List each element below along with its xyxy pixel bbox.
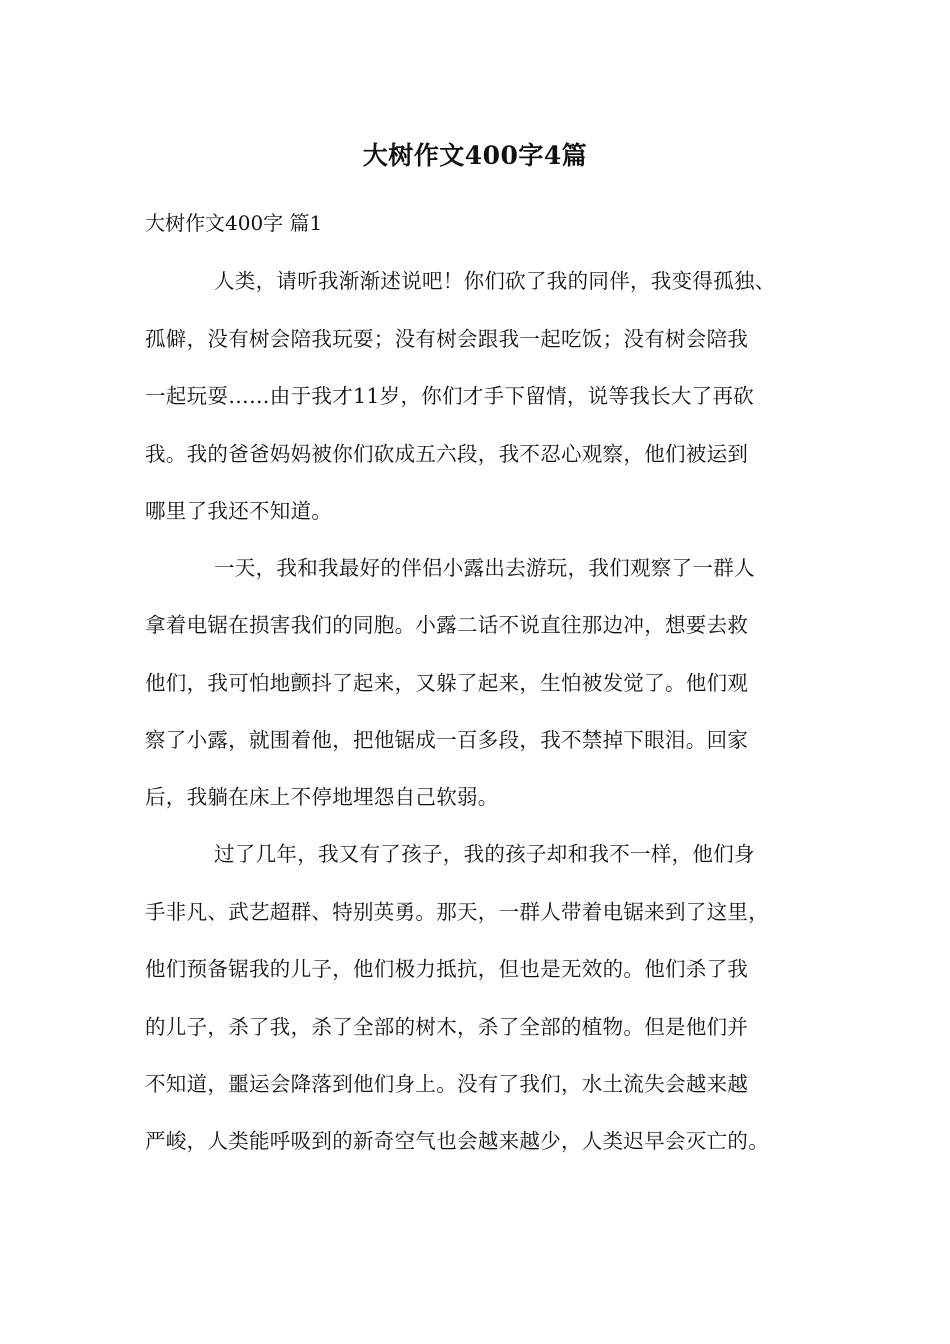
paragraph-line: 人类，请听我渐渐述说吧！你们砍了我的同伴，我变得孤独、: [214, 269, 776, 293]
paragraph-line: 的儿子，杀了我，杀了全部的树木，杀了全部的植物。但是他们并: [145, 1015, 749, 1039]
paragraph-line: 察了小露，就围着他，把他锯成一百多段，我不禁掉下眼泪。回家: [145, 728, 749, 752]
paragraph-line: 他们预备锯我的儿子，他们极力抵抗，但也是无效的。他们杀了我: [145, 957, 749, 981]
paragraph-line: 后，我躺在床上不停地埋怨自己软弱。: [145, 785, 499, 809]
paragraph-line: 拿着电锯在损害我们的同胞。小露二话不说直往那边冲，想要去救: [145, 613, 749, 637]
paragraph-line: 不知道，噩运会降落到他们身上。没有了我们，水土流失会越来越: [145, 1072, 749, 1096]
paragraph-line: 一天，我和我最好的伴侣小露出去游玩，我们观察了一群人: [214, 556, 755, 580]
paragraph-line: 孤僻，没有树会陪我玩耍；没有树会跟我一起吃饭；没有树会陪我: [145, 327, 749, 351]
section-heading: 大树作文400字 篇1: [145, 211, 323, 235]
paragraph-line: 他们，我可怕地颤抖了起来，又躲了起来，生怕被发觉了。他们观: [145, 671, 749, 695]
paragraph-line: 我。我的爸爸妈妈被你们砍成五六段，我不忍心观察，他们被运到: [145, 442, 749, 466]
paragraph-line: 哪里了我还不知道。: [145, 499, 333, 523]
document-title: 大树作文400字4篇: [362, 141, 588, 170]
paragraph-line: 手非凡、武艺超群、特别英勇。那天，一群人带着电锯来到了这里，: [145, 900, 769, 924]
paragraph-line: 一起玩耍……由于我才11岁，你们才手下留情，说等我长大了再砍: [145, 384, 755, 408]
paragraph-line: 严峻，人类能呼吸到的新奇空气也会越来越少，人类迟早会灭亡的。: [145, 1129, 769, 1153]
paragraph-line: 过了几年，我又有了孩子，我的孩子却和我不一样，他们身: [214, 842, 755, 866]
